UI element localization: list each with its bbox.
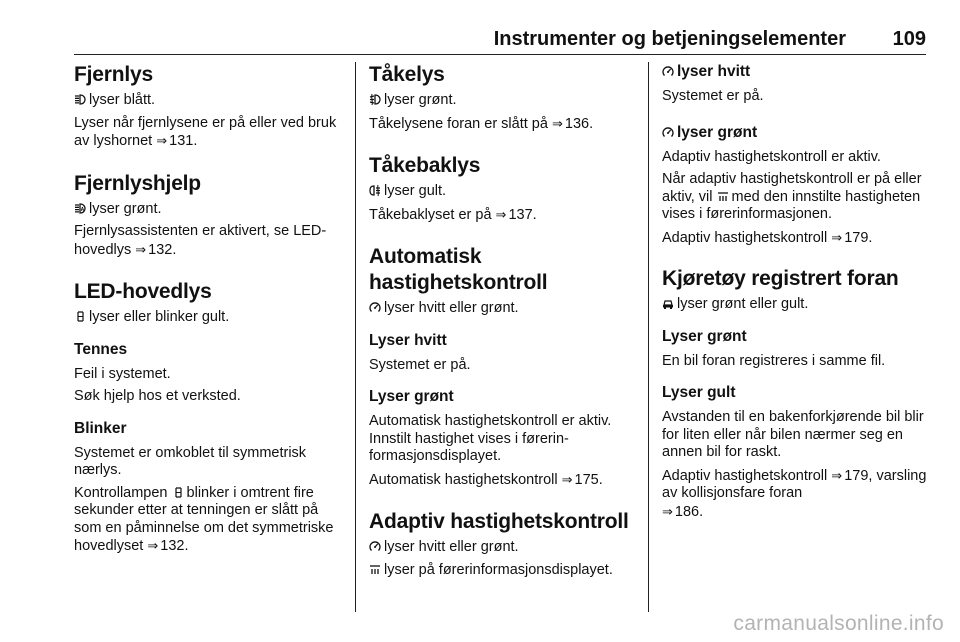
page-number: 109 — [892, 28, 926, 50]
paragraph: Adaptiv hastighetskontroll ⇒ 179, varsling av kollisjonsfare foran ⇒ 186. — [662, 467, 927, 520]
paragraph: Kontrollampen blinker i omtrent fire sekunder etter at tenningen er slått på som en påminnelse om det symmetriske hovedlyset ⇒ 132. — [74, 484, 334, 554]
section-title: Automatisk hastighetskontroll — [369, 245, 548, 294]
ref-arrow-icon: ⇒ — [156, 133, 168, 148]
section-adaptiv-hastighetskontroll — [369, 509, 635, 579]
paragraph: Adaptiv hastighetskontroll er aktiv. — [662, 148, 881, 165]
ref-arrow-icon: ⇒ — [551, 115, 563, 131]
ref-arrow-icon: ⇒ — [495, 206, 507, 222]
high-beam-assist-icon — [74, 202, 86, 215]
paragraph: lyser grønt. — [369, 92, 635, 110]
paragraph: Avstanden til en bakenforkjørende bil blir for liten eller når bilen nærmer seg en annen bil for raskt. — [662, 409, 924, 460]
section-title: Tåkebaklys — [369, 154, 481, 177]
paragraph: lyser på førerinformasjonsdisplayet. — [369, 562, 635, 580]
set-speed-icon — [369, 563, 381, 576]
ref-arrow-icon: ⇒ — [831, 229, 843, 245]
paragraph: lyser blått. — [74, 92, 344, 110]
section-title: Tåkelys — [369, 63, 445, 86]
paragraph: lyser hvitt eller grønt. — [369, 300, 635, 318]
cruise-control-icon — [369, 301, 381, 314]
section-title: LED-hovedlys — [74, 280, 212, 303]
subsection-title: Lyser grønt — [369, 388, 454, 405]
ref-arrow-icon: ⇒ — [831, 467, 843, 483]
paragraph: Adaptiv hastighetskontroll ⇒ 179. — [662, 229, 873, 246]
paragraph: Systemet er på. — [369, 356, 471, 373]
paragraph: lyser hvitt eller grønt. — [369, 539, 635, 557]
rear-fog-light-icon — [369, 184, 381, 197]
paragraph: lyser grønt eller gult. — [662, 296, 930, 314]
subsection-title: lyser grønt — [662, 123, 930, 143]
page-header — [74, 24, 926, 54]
ref-arrow-icon: ⇒ — [561, 471, 573, 487]
section-title: Fjernlys — [74, 63, 153, 86]
subsection-title: Lyser grønt — [662, 327, 747, 345]
paragraph: Tåkelysene foran er slått på ⇒ 136. — [369, 115, 594, 132]
paragraph: Automatisk hastighetskontroll ⇒ 175. — [369, 471, 603, 488]
section-takelys — [369, 62, 635, 133]
column-1 — [74, 62, 344, 568]
front-fog-light-icon — [369, 93, 381, 106]
section-kjoretoy-registrert-foran — [662, 266, 930, 521]
ref-arrow-icon: ⇒ — [662, 503, 673, 519]
watermark: carmanualsonline.info — [733, 612, 944, 635]
page-header-title: Instrumenter og betjeningselementer — [493, 28, 846, 50]
cruise-control-icon — [662, 65, 674, 78]
paragraph: Tåkebaklyset er på ⇒ 137. — [369, 206, 537, 223]
section-automatisk-hastighetskontroll — [369, 244, 635, 489]
column-3 — [662, 62, 930, 533]
paragraph: Når adaptiv hastighetskontroll er på eller aktiv, vil med den innstilte hastigheten vises i førerinformasjonen. — [662, 171, 922, 222]
set-speed-icon — [717, 190, 729, 203]
section-title: Fjernlyshjelp — [74, 171, 201, 195]
subsection-title: Blinker — [74, 419, 127, 437]
ref-arrow-icon: ⇒ — [135, 241, 147, 257]
section-fjernlyshjelp — [74, 171, 344, 260]
column-divider — [355, 62, 356, 612]
high-beam-icon — [74, 93, 86, 106]
section-title: Adaptiv hastighetskontroll — [369, 510, 629, 533]
paragraph: lyser eller blinker gult. — [74, 309, 344, 327]
paragraph: Lyser når fjernlysene er på eller ved bruk av lyshornet ⇒ 131. — [74, 114, 337, 149]
header-rule — [74, 54, 926, 55]
cruise-control-icon — [662, 126, 674, 139]
section-led-hovedlys — [74, 279, 344, 556]
led-headlight-icon — [172, 486, 184, 499]
subsection-title: Tennes — [74, 340, 128, 358]
paragraph: Automatisk hastighetskontroll er aktiv. Innstilt hastighet vises i førerinformasjonsdisplayet. — [369, 413, 612, 464]
subsection-title: lyser hvitt — [662, 62, 930, 82]
paragraph: En bil foran registreres i samme fil. — [662, 352, 886, 369]
section-takebaklys — [369, 153, 635, 224]
paragraph: Fjernlysassistenten er aktivert, se LED-hovedlys ⇒ 132. — [74, 223, 327, 258]
section-title: Kjøretøy registrert foran — [662, 267, 899, 290]
column-2 — [369, 62, 635, 591]
column-divider — [648, 62, 649, 612]
paragraph: Feil i systemet. — [74, 365, 171, 382]
svg-text:A: A — [80, 206, 85, 213]
paragraph: A lyser grønt. — [74, 201, 344, 219]
paragraph: Søk hjelp hos et verksted. — [74, 388, 241, 404]
cruise-control-icon — [369, 540, 381, 553]
paragraph: Systemet er omkoblet til symmetrisk nærlys. — [74, 444, 307, 478]
subsection-title: Lyser gult — [662, 384, 736, 401]
paragraph: Systemet er på. — [662, 88, 764, 104]
vehicle-ahead-icon — [662, 297, 674, 310]
led-headlight-icon — [74, 310, 86, 323]
section-fjernlys — [74, 62, 344, 151]
subsection-title: Lyser hvitt — [369, 331, 447, 349]
paragraph: lyser gult. — [369, 183, 635, 201]
ref-arrow-icon: ⇒ — [147, 538, 159, 553]
